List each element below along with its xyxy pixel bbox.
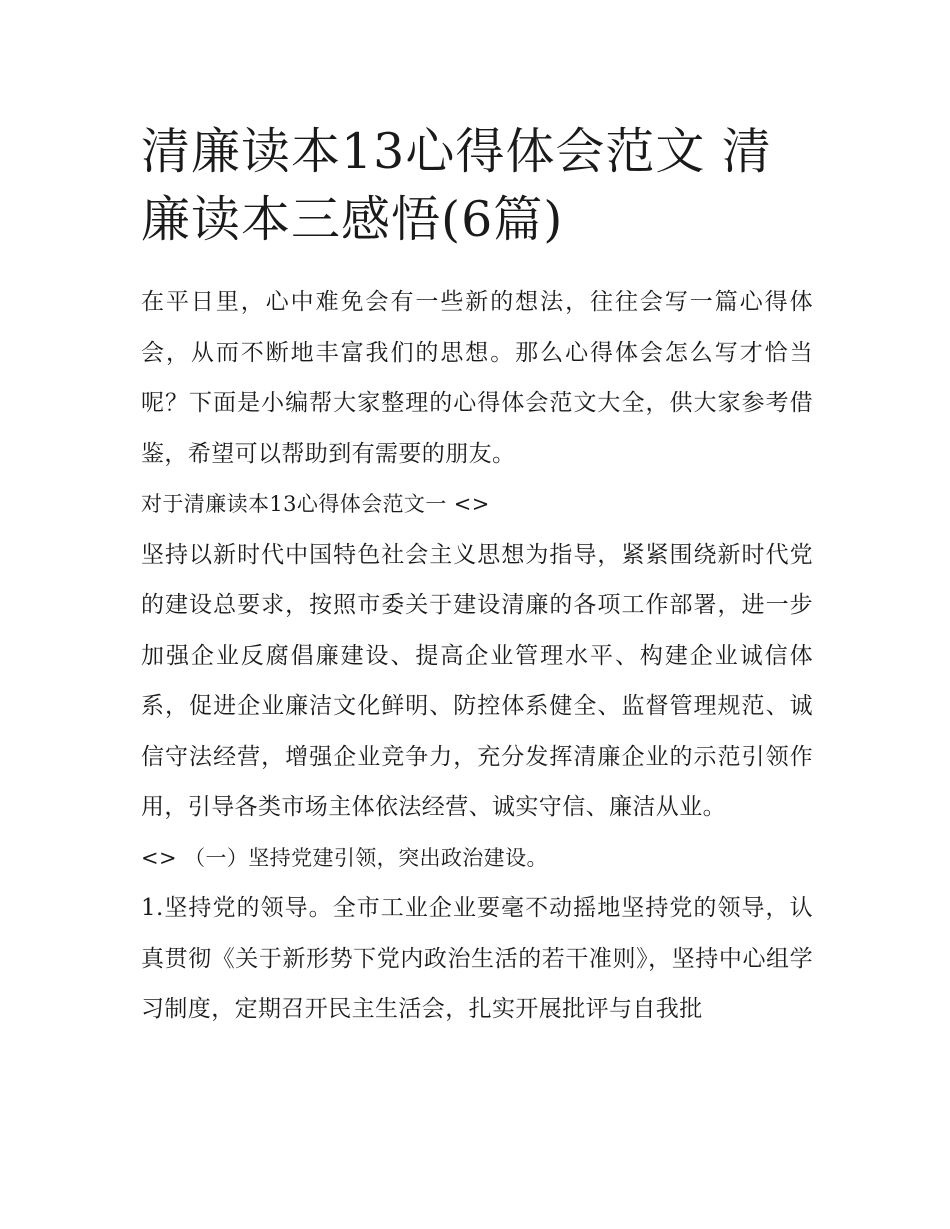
subsection-heading: <> （一）坚持党建引领，突出政治建设。 bbox=[141, 845, 548, 870]
intro-paragraph: 在平日里，心中难免会有一些新的想法，往往会写一篇心得体会，从而不断地丰富我们的思想。那么心得体会怎么写才恰当呢？下面是小编帮大家整理的心得体会范文大全，供大家参考借鉴，希望可以帮助到有需要的朋友。 bbox=[141, 289, 813, 467]
section-heading: 对于清廉读本13心得体会范文一 <> bbox=[141, 492, 490, 516]
document-title: 清廉读本13心得体会范文 清廉读本三感悟(6篇) bbox=[141, 123, 772, 248]
document-page bbox=[141, 118, 813, 1035]
body-paragraph: 1.坚持党的领导。全市工业企业要毫不动摇地坚持党的领导，认真贯彻《关于新形势下党内政治生活的若干准则》，坚持中心组学习制度，定期召开民主生活会，扎实开展批评与自我批 bbox=[141, 895, 813, 1022]
body-paragraph: 坚持以新时代中国特色社会主义思想为指导，紧紧围绕新时代党的建设总要求，按照市委关于建设清廉的各项工作部署，进一步加强企业反腐倡廉建设、提高企业管理水平、构建企业诚信体系，促进企业廉洁文化鲜明、防控体系健全、监督管理规范、诚信守法经营，增强企业竞争力，充分发挥清廉企业的示范引领作用，引导各类市场主体依法经营、诚实守信、廉洁从业。 bbox=[141, 541, 813, 820]
